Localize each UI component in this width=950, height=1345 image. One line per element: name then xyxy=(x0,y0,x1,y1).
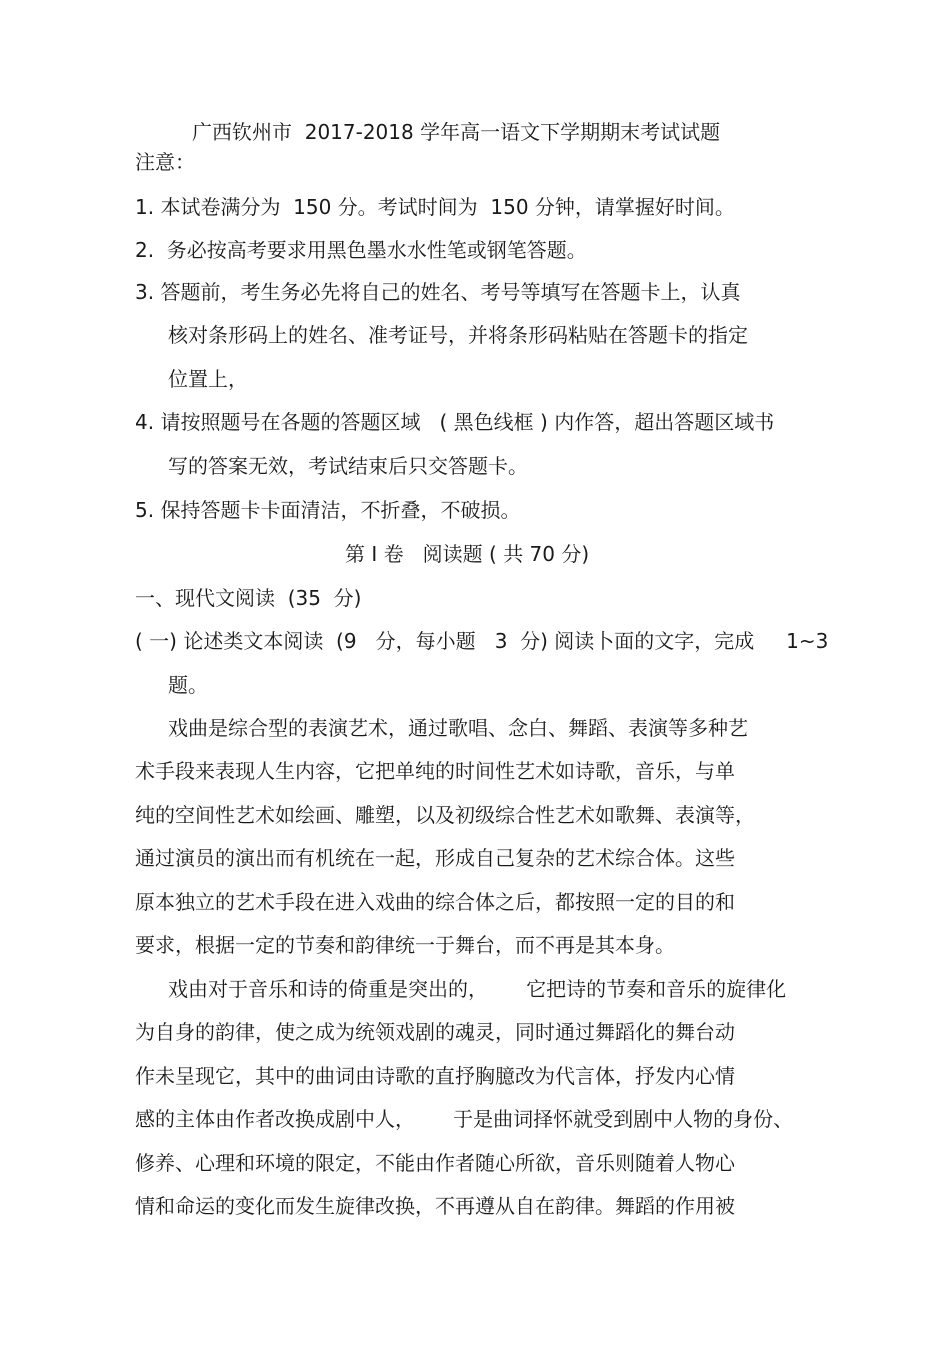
paragraph-line: 修养、心理和环境的限定，不能由作者随心所欲，音乐则随着人物心 xyxy=(135,1151,735,1175)
paragraph-line: 作未呈现它，其中的曲词由诗歌的直抒胸臆改为代言体，抒发内心情 xyxy=(135,1064,735,1088)
notice-item-continuation: 写的答案无效，考试结束后只交答题卡。 xyxy=(168,454,528,478)
paragraph-line: 戏由对于音乐和诗的倚重是突出的， 它把诗的节奏和音乐的旋律化 xyxy=(168,977,787,1001)
paragraph-line: 情和命运的变化而发生旋律改换，不再遵从自在韵律。舞蹈的作用被 xyxy=(135,1194,735,1218)
volume-heading: 第 Ⅰ 卷 阅读题 ( 共 70 分) xyxy=(345,542,590,566)
paragraph-line: 要求，根据一定的节奏和韵律统一于舞台，而不再是其本身。 xyxy=(135,933,675,957)
notice-item-continuation: 位置上， xyxy=(168,367,248,391)
subsection-heading: ( 一) 论述类文本阅读 (9 分，每小题 3 分) 阅读卜面的文字，完成 1~3 xyxy=(135,629,829,653)
paragraph-line: 通过演员的演出而有机统在一起，形成自己复杂的艺术综合体。这些 xyxy=(135,846,735,870)
notice-item: 2. 务必按高考要求用黑色墨水水性笔或钢笔答题。 xyxy=(135,238,587,262)
paragraph-line: 戏曲是综合型的表演艺术，通过歌唱、念白、舞蹈、表演等多种艺 xyxy=(168,716,748,740)
section-heading: 一、现代文阅读 (35 分) xyxy=(135,586,362,610)
subsection-heading-continuation: 题。 xyxy=(168,673,208,697)
notice-item-continuation: 核对条形码上的姓名、准考证号，并将条形码粘贴在答题卡的指定 xyxy=(168,323,748,347)
paragraph-line: 感的主体由作者改换成剧中人， 于是曲词择怀就受到剧中人物的身份、 xyxy=(135,1107,794,1131)
notice-item: 1. 本试卷满分为 150 分。考试时间为 150 分钟，请掌握好时间。 xyxy=(135,195,735,219)
paragraph-line: 纯的空间性艺术如绘画、雕塑，以及初级综合性艺术如歌舞、表演等， xyxy=(135,803,755,827)
paragraph-line: 原本独立的艺术手段在进入戏曲的综合体之后，都按照一定的目的和 xyxy=(135,890,735,914)
paragraph-line: 为自身的韵律，使之成为统领戏剧的魂灵，同时通过舞蹈化的舞台动 xyxy=(135,1020,735,1044)
notice-item: 5. 保持答题卡卡面清洁，不折叠，不破损。 xyxy=(135,498,521,522)
paragraph-line: 术手段来表现人生内容，它把单纯的时间性艺术如诗歌，音乐，与单 xyxy=(135,759,735,783)
notice-item: 3. 答题前，考生务必先将自己的姓名、考号等填写在答题卡上，认真 xyxy=(135,280,741,304)
notice-item: 4. 请按照题号在各题的答题区域 ( 黑色线框 ) 内作答，超出答题区域书 xyxy=(135,410,775,434)
notice-heading: 注意： xyxy=(135,150,195,174)
exam-title: 广西钦州市 2017-2018 学年高一语文下学期期末考试试题 xyxy=(192,120,721,144)
